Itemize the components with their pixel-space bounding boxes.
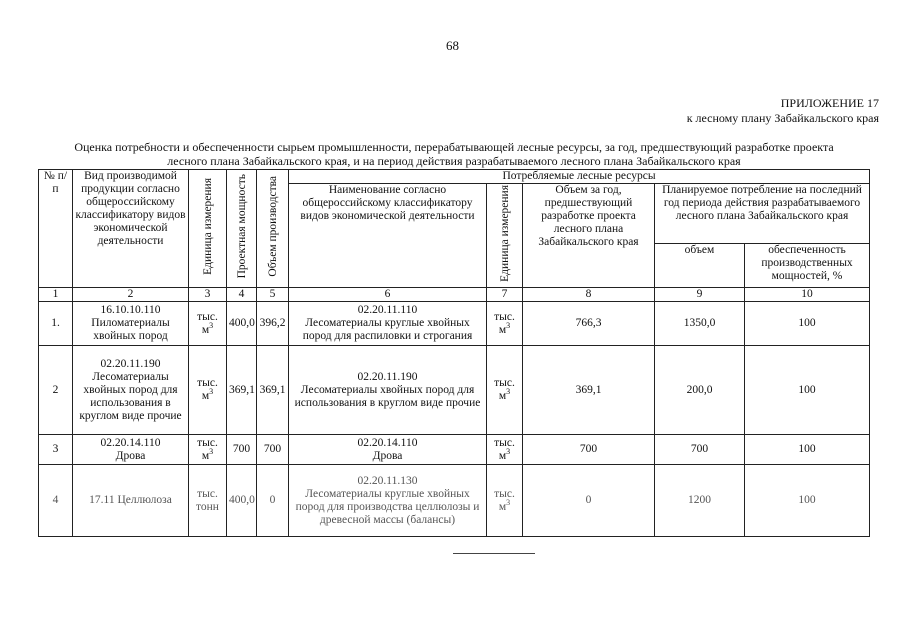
row-resource (289, 346, 487, 435)
row-plan-supply: 100 (745, 465, 870, 537)
unit-text-2: м (498, 390, 507, 402)
row-num: 2 (39, 346, 73, 435)
product-code: 02.20.14.110 (100, 436, 161, 449)
header-prev-volume: Объем за год, предшествующий разработке проекта лесного плана Забайкальского края (523, 184, 655, 288)
unit-sup: 3 (506, 387, 511, 397)
unit-sup: 3 (506, 320, 511, 330)
row-unit (189, 435, 227, 465)
unit-sup: 3 (209, 446, 214, 456)
row-volume: 369,1 (257, 346, 289, 435)
appendix-title: ПРИЛОЖЕНИЕ 17 (780, 96, 879, 110)
header-capacity (227, 170, 257, 288)
header-num: № п/п (39, 170, 73, 288)
row-resource (289, 465, 487, 537)
column-number: 6 (289, 288, 487, 302)
header-capacity-text: Проектная мощность (235, 174, 248, 279)
row-resource-unit (487, 435, 523, 465)
row-prev: 0 (523, 465, 655, 537)
header-resource-unit-text: Единица измерения (498, 185, 511, 282)
header-resource-unit (487, 184, 523, 288)
row-prev: 369,1 (523, 346, 655, 435)
appendix-subtitle: к лесному плану Забайкальского края (686, 111, 879, 125)
row-resource-unit (487, 346, 523, 435)
row-product (73, 302, 189, 346)
row-resource-unit (487, 465, 523, 537)
column-number: 3 (189, 288, 227, 302)
resource-name: Лесоматериалы хвойных пород для использования в круглом виде прочие (294, 383, 481, 409)
header-unit (189, 170, 227, 288)
column-number: 1 (39, 288, 73, 302)
row-capacity: 700 (227, 435, 257, 465)
table-row (39, 346, 870, 435)
row-unit (189, 465, 227, 537)
row-prev: 766,3 (523, 302, 655, 346)
row-product (73, 346, 189, 435)
unit-text-2: м (498, 500, 507, 513)
product-name: Пиломатериалы хвойных пород (91, 317, 170, 342)
row-capacity: 400,0 (227, 302, 257, 346)
table-row (39, 302, 870, 346)
unit-text: тыс. (494, 487, 515, 500)
row-volume: 0 (257, 465, 289, 537)
row-capacity: 400,0 (227, 465, 257, 537)
resource-name: Дрова (372, 449, 403, 462)
row-prev: 700 (523, 435, 655, 465)
row-product (73, 435, 189, 465)
product-name: Дрова (115, 449, 146, 462)
heading-line-2: лесного плана Забайкальского края, и на период действия разрабатываемого лесного плана Забайкальского края (167, 154, 741, 168)
unit-text: тыс. (494, 436, 515, 449)
heading-line-1: Оценка потребности и обеспеченности сырьем промышленности, перерабатывающей лесные ресурсы, за год, предшествующий разработке проекта (74, 140, 834, 154)
resource-code: 02.20.14.110 (357, 436, 418, 449)
unit-text: тыс. (494, 310, 515, 323)
unit-text-2: м (201, 390, 210, 402)
product-code: 16.10.10.110 (100, 304, 161, 316)
unit-text-2: м (201, 323, 210, 336)
product-code: 02.20.11.190 (100, 357, 161, 370)
unit-sup: 3 (209, 320, 214, 330)
row-resource (289, 302, 487, 346)
resource-name: Лесоматериалы круглые хвойных пород для производства целлюлозы и древесной массы (балансы) (295, 487, 480, 526)
unit-text-2: м (498, 449, 507, 462)
column-number: 8 (523, 288, 655, 302)
column-number-row (39, 288, 870, 302)
product-name: 17.11 Целлюлоза (89, 494, 172, 506)
column-number: 7 (487, 288, 523, 302)
row-num: 3 (39, 435, 73, 465)
row-product (73, 465, 189, 537)
table-heading (34, 140, 874, 168)
row-resource (289, 435, 487, 465)
header-volume (257, 170, 289, 288)
header-unit-text: Единица измерения (201, 178, 214, 275)
resource-name: Лесоматериалы круглые хвойных пород для распиловки и строгания (302, 317, 473, 342)
unit-sup: 3 (506, 446, 511, 456)
row-volume: 700 (257, 435, 289, 465)
unit-sup: 3 (209, 387, 214, 397)
row-plan-supply: 100 (745, 346, 870, 435)
row-volume: 396,2 (257, 302, 289, 346)
resource-table (38, 169, 870, 537)
header-volume-text: Объем производства (266, 176, 279, 277)
row-num: 4 (39, 465, 73, 537)
table-row (39, 465, 870, 537)
row-plan-supply: 100 (745, 302, 870, 346)
page-number: 68 (446, 38, 459, 53)
header-resource-name: Наименование согласно общероссийскому классификатору видов экономической деятельности (289, 184, 487, 288)
column-number: 10 (745, 288, 870, 302)
header-consumed-group: Потребляемые лесные ресурсы (289, 170, 870, 184)
resource-code: 02.20.11.130 (357, 474, 418, 487)
product-name: Лесоматериалы хвойных пород для использования в круглом виде прочие (79, 370, 182, 422)
column-number: 2 (73, 288, 189, 302)
header-product: Вид производимой продукции согласно общероссийскому классификатору видов экономической деятельности (73, 170, 189, 288)
unit-text-2: тонн (196, 500, 219, 513)
unit-text-2: м (201, 449, 210, 462)
row-plan-supply: 100 (745, 435, 870, 465)
unit-sup: 3 (506, 497, 511, 507)
row-plan-volume: 700 (655, 435, 745, 465)
row-num: 1. (39, 302, 73, 346)
column-number: 9 (655, 288, 745, 302)
resource-code: 02.20.11.110 (357, 304, 418, 316)
row-capacity: 369,1 (227, 346, 257, 435)
row-unit (189, 346, 227, 435)
row-plan-volume: 1350,0 (655, 302, 745, 346)
unit-text: тыс. (197, 436, 218, 449)
column-number: 5 (257, 288, 289, 302)
unit-text: тыс. (197, 377, 218, 389)
header-planned-supply: обеспеченность производственных мощностей, % (745, 244, 870, 288)
unit-text: тыс. (197, 487, 218, 500)
unit-text: тыс. (494, 377, 515, 389)
unit-text-2: м (498, 323, 507, 336)
unit-text: тыс. (197, 310, 218, 323)
table-row (39, 435, 870, 465)
resource-code: 02.20.11.190 (357, 370, 418, 383)
header-planned-group: Планируемое потребление на последний год периода действия разрабатываемого лесного плана Забайкальского края (655, 184, 870, 244)
column-number: 4 (227, 288, 257, 302)
page-rule (453, 553, 535, 554)
header-planned-volume: объем (655, 244, 745, 288)
row-plan-volume: 200,0 (655, 346, 745, 435)
row-unit (189, 302, 227, 346)
row-resource-unit (487, 302, 523, 346)
row-plan-volume: 1200 (655, 465, 745, 537)
